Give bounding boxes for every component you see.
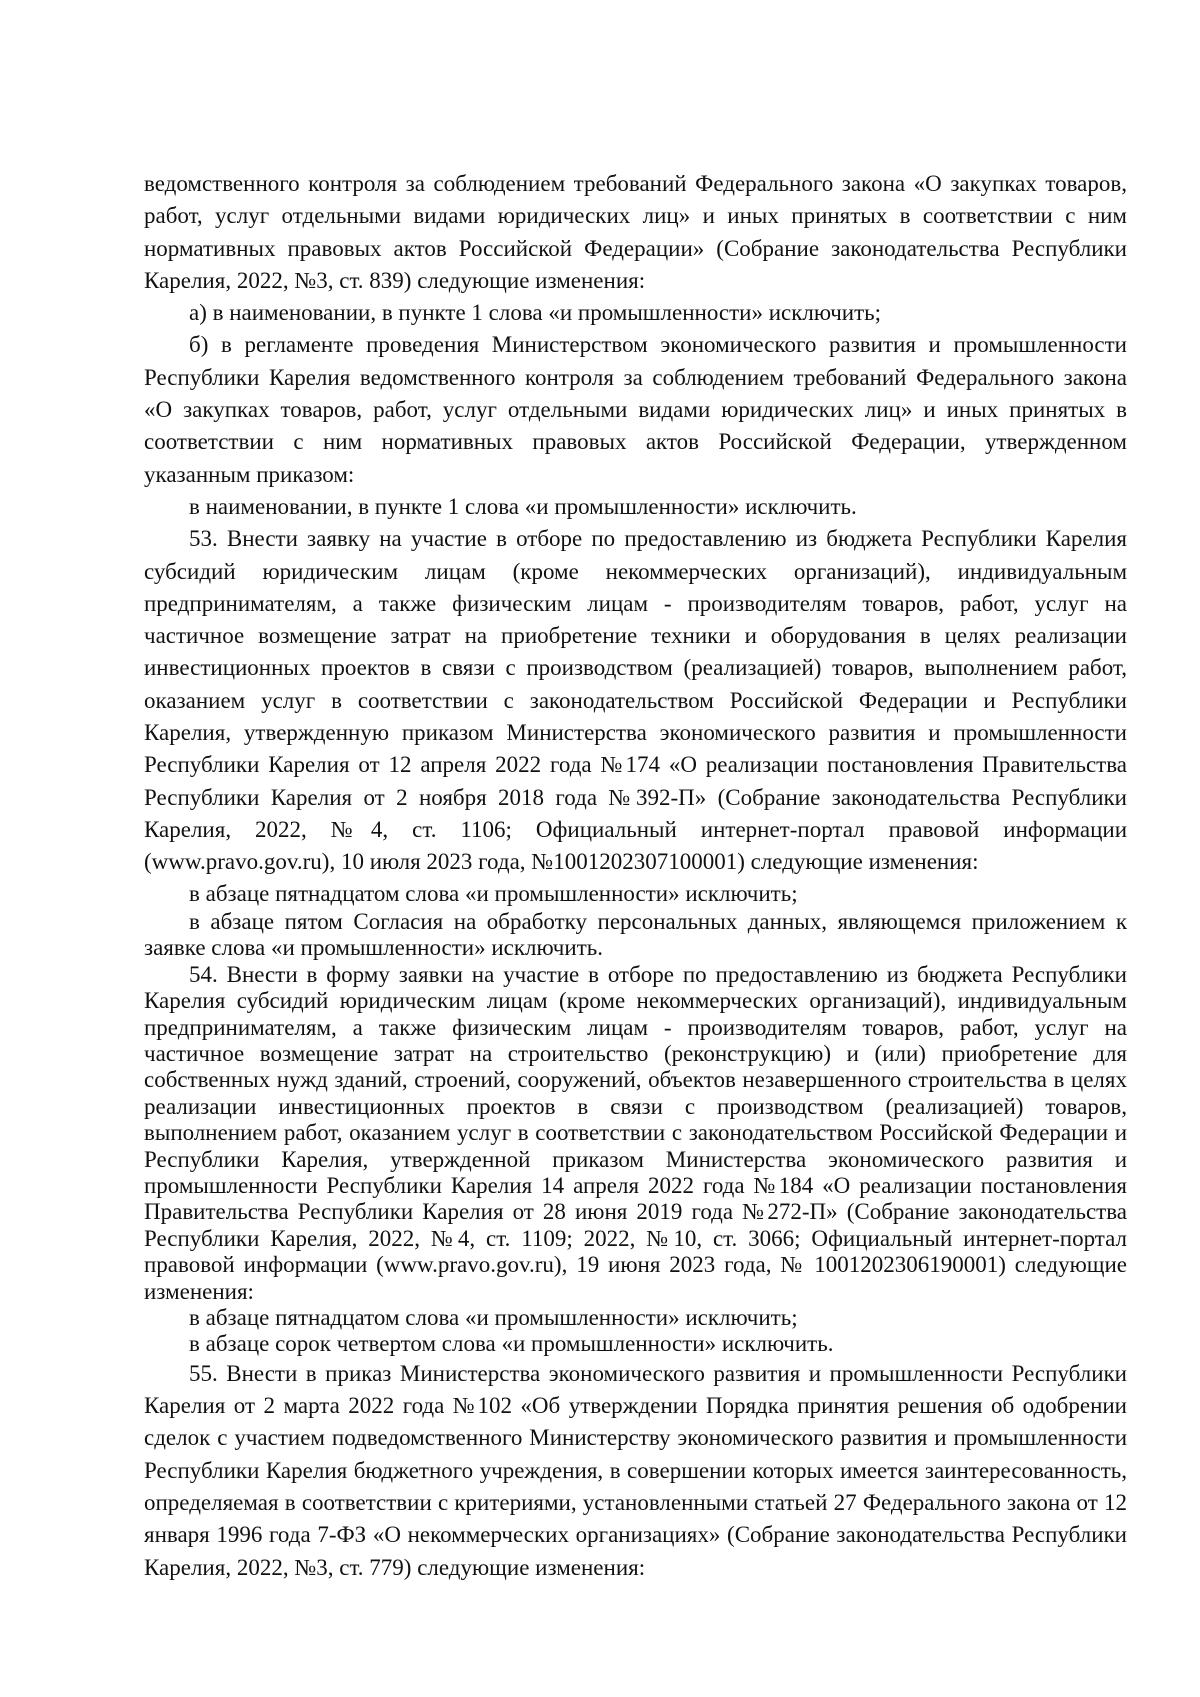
document-page <box>144 168 1127 1584</box>
paragraph-item-b: б) в регламенте проведения Министерством экономического развития и промышленности Республики Карелия ведомственного контроля за соблюдением требований Федерального закона «О закупках товаров, работ, услуг отдельными видами юридических лиц» и иных принятых в соответствии с ним нормативных правовых актов Российской Федерации, утвержденном указанным приказом: <box>144 332 1127 487</box>
paragraph-item-b-sub: в наименовании, в пункте 1 слова «и промышленности» исключить. <box>189 493 857 519</box>
paragraph-item-a: а) в наименовании, в пункте 1 слова «и промышленности» исключить; <box>189 300 881 326</box>
paragraph-55: 55. Внести в приказ Министерства экономического развития и промышленности Республики Карелия от 2 марта 2022 года №102 «Об утверждении Порядка принятия решения об одобрении сделок с участием подведомственного Министерству экономического развития и промышленности Республики Карелия бюджетного учреждения, в совершении которых имеется заинтересованность, определяемая в соответствии с критериями, установленными статьей 27 Федерального закона от 12 января 1996 года 7-ФЗ «О некоммерческих организациях» (Собрание законодательства Республики Карелия, 2022, №3, ст. 779) следующие изменения: <box>144 1360 1127 1580</box>
paragraph-53-sub-1: в абзаце пятнадцатом слова «и промышленности» исключить; <box>189 880 798 906</box>
paragraph-continuation: ведомственного контроля за соблюдением требований Федерального закона «О закупках товаров, работ, услуг отдельными видами юридических лиц» и иных принятых в соответствии с ним нормативных правовых актов Российской Федерации» (Собрание законодательства Республики Карелия, 2022, №3, ст. 839) следующие изменения: <box>144 171 1127 293</box>
paragraph-53: 53. Внести заявку на участие в отборе по предоставлению из бюджета Республики Карелия субсидий юридическим лицам (кроме некоммерческих организаций), индивидуальным предпринимателям, а также физическим лицам - производителям товаров, работ, услуг на частичное возмещение затрат на приобретение техники и оборудования в целях реализации инвестиционных проектов в связи с производством (реализацией) товаров, выполнением работ, оказанием услуг в соответствии с законодательством Российской Федерации и Республики Карелия, утвержденную приказом Министерства экономического развития и промышленности Республики Карелия от 12 апреля 2022 года №174 «О реализации постановления Правительства Республики Карелия от 2 ноября 2018 года №392-П» (Собрание законодательства Республики Карелия, 2022, №4, ст. 1106; Официальный интернет-портал правовой информации (www.pravo.gov.ru), 10 июля 2023 года, №1001202307100001) следующие изменения: <box>144 526 1127 875</box>
paragraph-54: 54. Внести в форму заявки на участие в отборе по предоставлению из бюджета Республики Карелия субсидий юридическим лицам (кроме некоммерческих организаций), индивидуальным предпринимателям, а также физическим лицам - производителям товаров, работ, услуг на частичное возмещение затрат на строительство (реконструкцию) и (или) приобретение для собственных нужд зданий, строений, сооружений, объектов незавершенного строительства в целях реализации инвестиционных проектов в связи с производством (реализацией) товаров, выполнением работ, оказанием услуг в соответствии с законодательством Российской Федерации и Республики Карелия, утвержденной приказом Министерства экономического развития и промышленности Республики Карелия 14 апреля 2022 года №184 «О реализации постановления Правительства Республики Карелия от 28 июня 2019 года №272-П» (Собрание законодательства Республики Карелия, 2022, №4, ст. 1109; 2022, №10, ст. 3066; Официальный интернет-портал правовой информации (www.pravo.gov.ru), 19 июня 2023 года, № 1001202306190001) следующие изменения: <box>144 961 1127 1304</box>
paragraph-53-sub-2: в абзаце пятом Согласия на обработку персональных данных, являющемся приложением к заявке слова «и промышленности» исключить. <box>144 908 1127 961</box>
paragraph-54-sub-2: в абзаце сорок четвертом слова «и промышленности» исключить. <box>189 1331 834 1357</box>
paragraph-54-sub-1: в абзаце пятнадцатом слова «и промышленности» исключить; <box>189 1305 798 1331</box>
